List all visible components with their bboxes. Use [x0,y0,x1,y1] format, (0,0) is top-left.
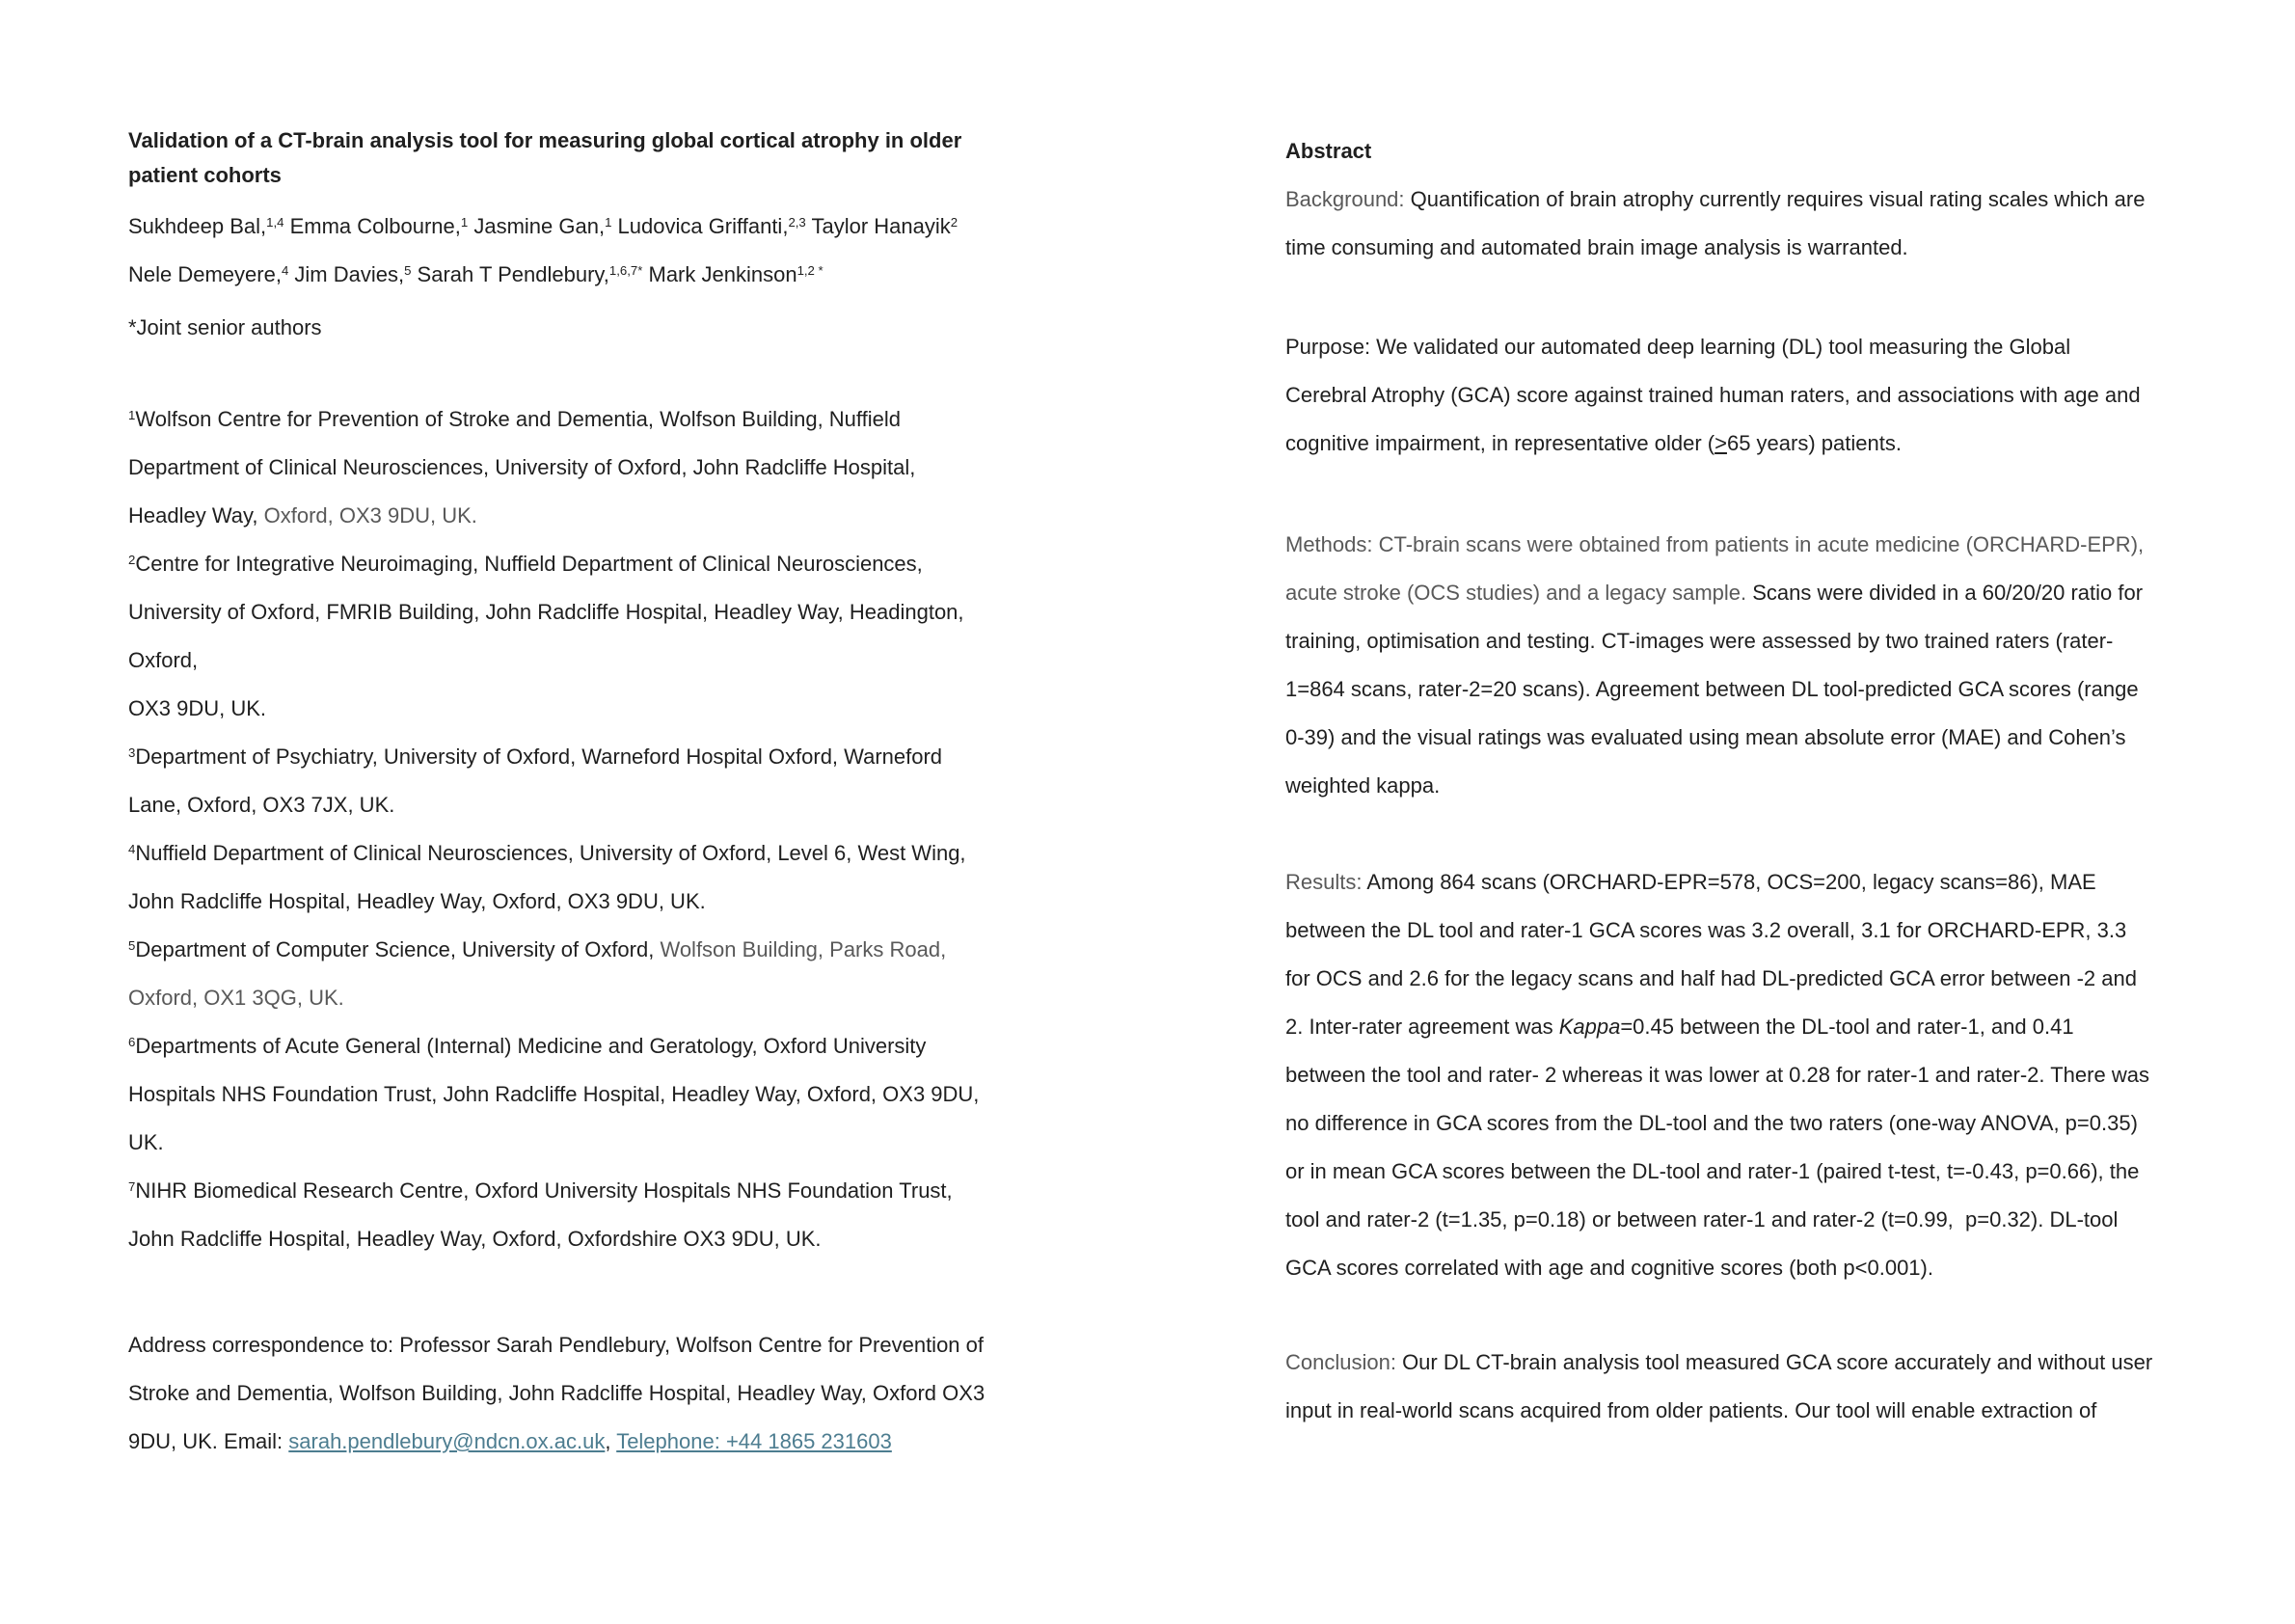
abstract-purpose-paragraph [1285,323,2141,468]
text-line [128,304,322,352]
text-run: UK. [128,1130,164,1154]
text-line [128,1167,979,1215]
text-run: Departments of Acute General (Internal) Medicine and Geratology, Oxford University [135,1034,927,1058]
text-run: between the DL tool and rater-1 GCA scores was 3.2 overall, 3.1 for ORCHARD-EPR, 3.3 [1285,918,2127,942]
text-line [128,540,979,588]
text-run: 5 [128,937,136,953]
text-run: Nele Demeyere, [128,262,282,286]
text-run: 1,2 * [796,262,824,278]
text-run: 3 [128,744,136,760]
text-run: Emma Colbourne, [284,214,461,238]
text-line [128,1022,979,1070]
text-run: , [605,1429,617,1453]
text-run: Hospitals NHS Foundation Trust, John Radcliffe Hospital, Headley Way, Oxford, OX3 9DU, [128,1082,980,1106]
text-run: > [1714,431,1727,455]
abstract-methods-paragraph [1285,521,2144,810]
text-run: Jasmine Gan, [468,214,606,238]
text-run: 2 [950,214,958,230]
text-line [128,1119,979,1167]
text-run: 5 [404,262,412,278]
text-line [1285,420,2141,468]
text-run: Background: [1285,187,1405,211]
text-run: no difference in GCA scores from the DL-tool and the two raters (one-way ANOVA, p=0.35) [1285,1111,2138,1135]
correspondence-note [128,1321,985,1466]
text-line [128,492,979,540]
text-run: 9DU, UK. Email: [128,1429,289,1453]
text-line [1285,714,2144,762]
text-run: 2,3 [788,214,806,230]
abstract-heading [1285,127,1371,176]
text-line [1285,224,2145,272]
text-line [1285,1051,2149,1099]
text-run: Ludovica Griffanti, [611,214,789,238]
text-line [1285,323,2141,371]
text-line [128,1321,985,1369]
text-run: =0.45 between the DL-tool and rater-1, and 0.41 [1620,1015,2074,1039]
text-line [1285,1339,2152,1387]
text-run: Conclusion: [1285,1350,1396,1374]
text-line [128,1369,985,1418]
text-run: Stroke and Dementia, Wolfson Building, John Radcliffe Hospital, Headley Way, Oxford OX3 [128,1381,986,1405]
text-line [1285,1148,2149,1196]
text-run: GCA scores correlated with age and cognitive scores (both p<0.001). [1285,1256,1933,1280]
author-list [128,203,958,299]
text-run: Cerebral Atrophy (GCA) score against trained human raters, and associations with age and [1285,383,2141,407]
text-run: Oxford, [128,648,199,672]
text-line [1285,1003,2149,1051]
text-line [128,781,979,829]
text-run: University of Oxford, FMRIB Building, John Radcliffe Hospital, Headley Way, Headington, [128,600,964,624]
text-line [128,974,979,1022]
text-line [128,1418,985,1466]
text-run: for OCS and 2.6 for the legacy scans and half had DL-predicted GCA error between -2 and [1285,966,2137,990]
text-line [128,878,979,926]
text-run: patient cohorts [128,163,282,187]
text-run: Wolfson Building, Parks Road, [654,937,947,961]
text-run: 1=864 scans, rater-2=20 scans). Agreement between DL tool-predicted GCA scores (range [1285,677,2139,701]
text-line [1285,858,2149,907]
text-run: Results: [1285,870,1363,894]
right-page [1148,0,2295,1624]
text-line [1285,665,2144,714]
abstract-results-paragraph [1285,858,2149,1292]
text-run: Department of Computer Science, University of Oxford, [135,937,655,961]
text-line [1285,1196,2149,1244]
paper-title [128,123,961,193]
text-run: tool and rater-2 (t=1.35, p=0.18) or between rater-1 and rater-2 (t=0.99, p=0.32). DL-tool [1285,1207,2119,1232]
text-run: Kappa [1558,1015,1621,1039]
text-run: John Radcliffe Hospital, Headley Way, Oxford, OX3 9DU, UK. [128,889,706,913]
text-run: Department of Clinical Neurosciences, University of Oxford, John Radcliffe Hospital, [128,455,916,479]
text-line [1285,955,2149,1003]
text-run: between the tool and rater- 2 whereas it was lower at 0.28 for rater-1 and rater-2. There was [1285,1063,2149,1087]
text-run: *Joint senior authors [128,315,322,339]
text-run: 1,4 [266,214,284,230]
text-run: Methods: CT-brain scans were obtained from patients in acute medicine (ORCHARD-EPR), [1285,532,2145,556]
text-run: Mark Jenkinson [642,262,797,286]
text-line [128,251,958,299]
text-line [1285,617,2144,665]
text-run: input in real-world scans acquired from older patients. Our tool will enable extraction of [1285,1398,2097,1422]
text-run: Taylor Hanayik [805,214,951,238]
text-line [128,123,961,158]
text-run: 1 [605,214,612,230]
text-line [1285,371,2141,420]
text-line [128,1215,979,1263]
text-run: Lane, Oxford, OX3 7JX, UK. [128,793,395,817]
email-link[interactable]: sarah.pendlebury@ndcn.ox.ac.uk [288,1429,606,1453]
text-run: Sarah T Pendlebury, [411,262,609,286]
text-run: cognitive impairment, in representative older ( [1285,431,1715,455]
text-run: 6 [128,1034,136,1049]
text-run: Our DL CT-brain analysis tool measured GCA score accurately and without user [1395,1350,2153,1374]
text-line [1285,569,2144,617]
text-line [128,203,958,251]
text-run: Sukhdeep Bal, [128,214,267,238]
text-line [1285,1244,2149,1292]
text-run: Validation of a CT-brain analysis tool for measuring global cortical atrophy in older [128,128,962,152]
text-run: 7 [128,1178,136,1194]
text-line [128,733,979,781]
text-run: weighted kappa. [1285,773,1441,798]
text-run: Among 864 scans (ORCHARD-EPR=578, OCS=200, legacy scans=86), MAE [1362,870,2096,894]
text-run: Scans were divided in a 60/20/20 ratio for [1746,581,2144,605]
text-line [128,158,961,193]
telephone-link[interactable]: Telephone: +44 1865 231603 [616,1429,892,1453]
text-run: 4 [281,262,289,278]
text-run: Department of Psychiatry, University of Oxford, Warneford Hospital Oxford, Warneford [135,744,943,769]
text-run: NIHR Biomedical Research Centre, Oxford University Hospitals NHS Foundation Trust, [135,1178,953,1203]
text-line [1285,1387,2152,1435]
joint-senior-authors-note [128,304,322,352]
text-line [128,685,979,733]
text-run: Address correspondence to: Professor Sarah Pendlebury, Wolfson Centre for Prevention of [128,1333,984,1357]
text-run: John Radcliffe Hospital, Headley Way, Oxford, Oxfordshire OX3 9DU, UK. [128,1227,822,1251]
text-run: Quantification of brain atrophy currently requires visual rating scales which are [1404,187,2146,211]
text-run: 65 years) patients. [1726,431,1902,455]
text-line [1285,1099,2149,1148]
text-run: 1 [460,214,469,230]
text-run: Centre for Integrative Neuroimaging, Nuffield Department of Clinical Neurosciences, [135,552,923,576]
text-line [128,1070,979,1119]
text-run: Nuffield Department of Clinical Neurosciences, University of Oxford, Level 6, West Wing, [135,841,966,865]
text-line [128,444,979,492]
text-run: 2 [128,552,136,567]
abstract-background-paragraph [1285,176,2145,272]
text-line [128,636,979,685]
text-line [128,588,979,636]
text-run: Oxford, OX1 3QG, UK. [128,986,344,1010]
text-run: time consuming and automated brain image analysis is warranted. [1285,235,1908,259]
text-line [128,829,979,878]
text-line [1285,521,2144,569]
text-run: Headley Way, [128,503,258,528]
text-run: training, optimisation and testing. CT-images were assessed by two trained raters (rater- [1285,629,2114,653]
text-line [1285,176,2145,224]
affiliations-list [128,395,979,1263]
abstract-conclusion-paragraph [1285,1339,2152,1435]
text-run: 0-39) and the visual ratings was evaluated using mean absolute error (MAE) and Cohen’s [1285,725,2126,749]
text-run: acute stroke (OCS studies) and a legacy sample. [1285,581,1747,605]
text-run: Oxford, OX3 9DU, UK. [257,503,477,528]
abstract-heading-text: Abstract [1285,139,1372,163]
text-run: 1 [128,407,136,422]
text-run: 2. Inter-rater agreement was [1285,1015,1559,1039]
text-run: OX3 9DU, UK. [128,696,267,720]
text-run: 4 [128,841,136,856]
text-line [1285,907,2149,955]
text-line [128,926,979,974]
text-run: Purpose: We validated our automated deep learning (DL) tool measuring the Global [1285,335,2071,359]
text-run: or in mean GCA scores between the DL-tool and rater-1 (paired t-test, t=-0.43, p=0.66), the [1285,1159,2140,1183]
text-run: Jim Davies, [288,262,405,286]
text-line [1285,762,2144,810]
text-line [128,395,979,444]
text-run: 1,6,7* [608,262,643,278]
text-run: Wolfson Centre for Prevention of Stroke and Dementia, Wolfson Building, Nuffield [135,407,901,431]
